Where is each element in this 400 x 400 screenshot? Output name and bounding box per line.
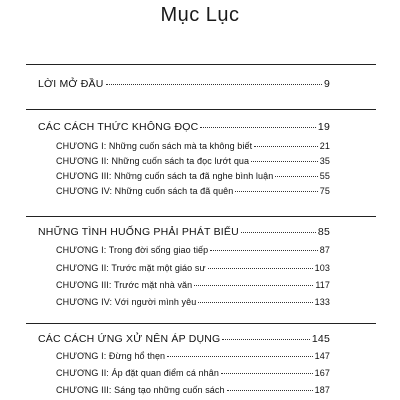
dot-leader <box>275 176 317 177</box>
toc-entry-chapter[interactable] <box>56 186 330 196</box>
toc-entry-page: 19 <box>317 121 330 133</box>
toc-entry-chapter[interactable] <box>56 245 330 255</box>
section-divider <box>26 323 376 324</box>
toc-entry-title: CHƯƠNG II: Áp đặt quan điểm cá nhân <box>56 368 219 378</box>
toc-entry-title: CHƯƠNG III: Những cuốn sách ta đã nghe bình luận <box>56 171 274 181</box>
dot-leader <box>208 268 313 269</box>
toc-entry-page: 9 <box>323 78 330 90</box>
toc-entry-page: 21 <box>319 141 330 151</box>
toc-entry-title: CHƯƠNG I: Những cuốn sách mà ta không biết <box>56 141 253 151</box>
toc-entry-page: 35 <box>319 156 330 166</box>
dot-leader <box>106 84 322 85</box>
dot-leader <box>210 250 318 251</box>
toc-entry-chapter[interactable] <box>56 156 330 166</box>
section-divider <box>26 216 376 217</box>
toc-entry-title: CÁC CÁCH THỨC KHÔNG ĐỌC <box>38 121 199 133</box>
toc-entry-title: CÁC CÁCH ỨNG XỬ NÊN ÁP DỤNG <box>38 333 221 345</box>
dot-leader <box>167 356 313 357</box>
dot-leader <box>235 191 317 192</box>
toc-entry-part[interactable] <box>38 333 330 345</box>
toc-entry-page: 117 <box>315 280 330 290</box>
toc-entry-page: 55 <box>319 171 330 181</box>
toc-entry-title: CHƯƠNG IV: Với người mình yêu <box>56 297 197 307</box>
section-divider <box>26 64 376 65</box>
toc-entry-page: 103 <box>314 263 330 273</box>
toc-entry-page: 167 <box>314 368 330 378</box>
toc-entry-title: CHƯƠNG III: Sáng tạo những cuốn sách <box>56 385 225 395</box>
toc-entry-title: CHƯƠNG III: Trước mặt nhà văn <box>56 280 193 290</box>
toc-entry-part[interactable] <box>38 121 330 133</box>
toc-entry-page: 133 <box>314 297 330 307</box>
toc-entry-page: 87 <box>319 245 330 255</box>
toc-entry-chapter[interactable] <box>56 297 330 307</box>
toc-entry-title: CHƯƠNG II: Những cuốn sách ta đọc lướt qua <box>56 156 250 166</box>
toc-entry-page: 145 <box>311 333 330 345</box>
toc-entry-chapter[interactable] <box>56 280 330 290</box>
toc-entry-chapter[interactable] <box>56 385 330 395</box>
page-title: Mục Lục <box>160 4 240 26</box>
section-divider <box>26 109 376 110</box>
toc-entry-title: NHỮNG TÌNH HUỐNG PHẢI PHÁT BIỂU <box>38 226 239 238</box>
toc-entry-part[interactable] <box>38 226 330 238</box>
toc-entry-title: LỜI MỞ ĐẦU <box>38 78 104 90</box>
toc-entry-page: 75 <box>319 186 330 196</box>
dot-leader <box>227 390 313 391</box>
toc-entry-title: CHƯƠNG I: Đừng hổ thẹn <box>56 351 166 361</box>
toc-entry-preface[interactable] <box>38 78 330 90</box>
dot-leader <box>221 373 313 374</box>
toc-entry-title: CHƯƠNG II: Trước mặt một giáo sư <box>56 263 206 273</box>
dot-leader <box>241 232 316 233</box>
dot-leader <box>251 161 318 162</box>
toc-entry-page: 147 <box>314 351 330 361</box>
toc-entry-chapter[interactable] <box>56 141 330 151</box>
dot-leader <box>194 285 313 286</box>
dot-leader <box>254 146 318 147</box>
toc-entry-chapter[interactable] <box>56 171 330 181</box>
toc-entry-chapter[interactable] <box>56 351 330 361</box>
toc-entry-chapter[interactable] <box>56 368 330 378</box>
toc-entry-chapter[interactable] <box>56 263 330 273</box>
dot-leader <box>222 339 309 340</box>
dot-leader <box>200 127 316 128</box>
toc-entry-page: 187 <box>314 385 330 395</box>
toc-entry-title: CHƯƠNG IV: Những cuốn sách ta đã quên <box>56 186 234 196</box>
toc-entry-title: CHƯƠNG I: Trong đời sống giao tiếp <box>56 245 209 255</box>
dot-leader <box>198 302 312 303</box>
toc-entry-page: 85 <box>317 226 330 238</box>
